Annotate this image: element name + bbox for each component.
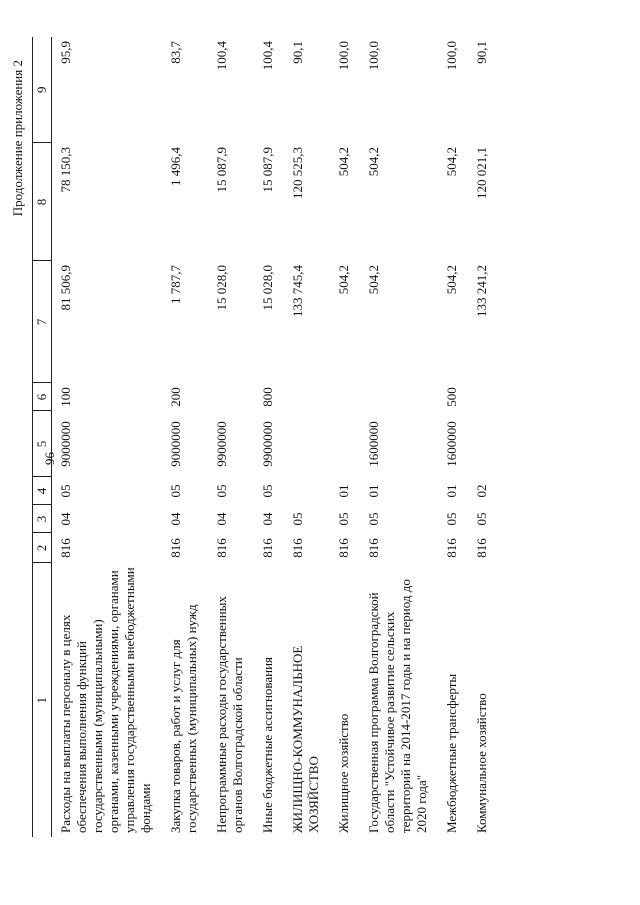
- budget-table: [32, 37, 498, 837]
- cell-code: 01: [366, 484, 381, 498]
- cell-code: 100: [58, 387, 73, 407]
- cell-code: 816: [366, 538, 381, 558]
- cell-code: [330, 411, 360, 477]
- cell-code: 05: [336, 512, 351, 526]
- cell-code: 05: [474, 512, 489, 526]
- cell-value: 133 745,4: [290, 265, 305, 317]
- cell-code: 05: [290, 512, 305, 526]
- row-name: ЖИЛИЩНО-КОММУНАЛЬНОЕ ХОЗЯЙСТВО: [290, 645, 321, 833]
- cell-code: 816: [58, 538, 73, 558]
- cell-code: 9000000: [58, 421, 73, 467]
- cell-value: 81 506,9: [58, 265, 73, 311]
- cell-code: 816: [444, 538, 459, 558]
- cell-value: 15 028,0: [214, 265, 229, 311]
- row-name: Коммунальное хозяйство: [474, 693, 489, 833]
- cell-code: 1600000: [444, 421, 459, 467]
- cell-code: 04: [58, 512, 73, 526]
- cell-value: 504,2: [336, 147, 351, 177]
- table-row: [162, 37, 208, 837]
- col-header: 5: [33, 411, 52, 477]
- continuation-note: Продолжение приложения 2: [10, 60, 25, 217]
- cell-code: 1600000: [366, 421, 381, 467]
- cell-value: 504,2: [444, 147, 459, 177]
- cell-code: [468, 383, 498, 411]
- cell-code: 01: [336, 484, 351, 498]
- row-name: Расходы на выплаты персоналу в целях обеспечения выполнения функций государственными (муниципальными) органами, казенными учреждениями, органами управления государственными внебюджетными фондами: [58, 567, 153, 833]
- cell-value: 100,0: [444, 41, 459, 71]
- cell-code: 05: [168, 484, 183, 498]
- cell-value: 120 525,3: [290, 147, 305, 199]
- cell-code: 05: [58, 484, 73, 498]
- table-row: [468, 37, 498, 837]
- cell-code: 02: [474, 484, 489, 498]
- table-row: [254, 37, 284, 837]
- col-header: 8: [33, 143, 52, 261]
- col-header: 9: [33, 37, 52, 143]
- cell-value: 78 150,3: [58, 147, 73, 193]
- col-header: 3: [33, 505, 52, 533]
- col-header: 4: [33, 477, 52, 505]
- cell-value: 90,1: [474, 41, 489, 64]
- cell-code: 200: [168, 387, 183, 407]
- table-row: [360, 37, 438, 837]
- cell-value: 1 787,7: [168, 265, 183, 304]
- cell-code: [360, 383, 438, 411]
- cell-code: 04: [168, 512, 183, 526]
- cell-value: 100,4: [214, 41, 229, 71]
- table-row: [330, 37, 360, 837]
- table-row: [52, 37, 163, 837]
- cell-code: 9900000: [260, 421, 275, 467]
- cell-code: 05: [366, 512, 381, 526]
- cell-code: 9900000: [214, 421, 229, 467]
- cell-code: 816: [474, 538, 489, 558]
- cell-value: 100,0: [336, 41, 351, 71]
- cell-code: 05: [214, 484, 229, 498]
- cell-value: 120 021,1: [474, 147, 489, 199]
- cell-code: 800: [260, 387, 275, 407]
- cell-value: 504,2: [444, 265, 459, 295]
- cell-code: 04: [214, 512, 229, 526]
- cell-code: 816: [214, 538, 229, 558]
- table-row: [208, 37, 254, 837]
- cell-code: [284, 411, 330, 477]
- cell-value: 504,2: [336, 265, 351, 295]
- cell-value: 15 087,9: [214, 147, 229, 193]
- row-name: Непрограммные расходы государственных органов Волгоградской области: [214, 596, 245, 833]
- cell-code: 01: [444, 484, 459, 498]
- cell-value: 504,2: [366, 265, 381, 295]
- cell-code: [284, 477, 330, 505]
- cell-code: [330, 383, 360, 411]
- row-name: Иные бюджетные ассигнования: [260, 656, 275, 833]
- cell-code: 500: [444, 387, 459, 407]
- row-name: Межбюджетные трансферты: [444, 673, 459, 833]
- cell-code: 816: [260, 538, 275, 558]
- col-header: 6: [33, 383, 52, 411]
- cell-value: 100,0: [366, 41, 381, 71]
- col-header: 7: [33, 261, 52, 383]
- row-name: Государственная программа Волгоградской области "Устойчивое развитие сельских территорий на 2014-2017 годы и на период до 2020 года": [366, 579, 429, 833]
- cell-value: 95,9: [58, 41, 73, 64]
- cell-code: 9000000: [168, 421, 183, 467]
- cell-code: 816: [168, 538, 183, 558]
- cell-code: [284, 383, 330, 411]
- cell-value: 15 087,9: [260, 147, 275, 193]
- cell-value: 504,2: [366, 147, 381, 177]
- table-row: [284, 37, 330, 837]
- col-header: 2: [33, 533, 52, 563]
- cell-value: 90,1: [290, 41, 305, 64]
- cell-value: 83,7: [168, 41, 183, 64]
- page-number: 96: [42, 452, 57, 465]
- cell-value: 133 241,2: [474, 265, 489, 317]
- row-name: Закупка товаров, работ и услуг для государственных (муниципальных) нужд: [168, 604, 199, 833]
- row-name: Жилищное хозяйство: [336, 713, 351, 833]
- header-row: [33, 37, 52, 837]
- cell-value: 15 028,0: [260, 265, 275, 311]
- cell-code: [208, 383, 254, 411]
- cell-code: 05: [444, 512, 459, 526]
- table-row: [438, 37, 468, 837]
- col-header: 1: [33, 563, 52, 837]
- cell-code: 816: [290, 538, 305, 558]
- cell-code: 04: [260, 512, 275, 526]
- cell-value: 100,4: [260, 41, 275, 71]
- cell-value: 1 496,4: [168, 147, 183, 186]
- cell-code: [468, 411, 498, 477]
- cell-code: 816: [336, 538, 351, 558]
- cell-code: 05: [260, 484, 275, 498]
